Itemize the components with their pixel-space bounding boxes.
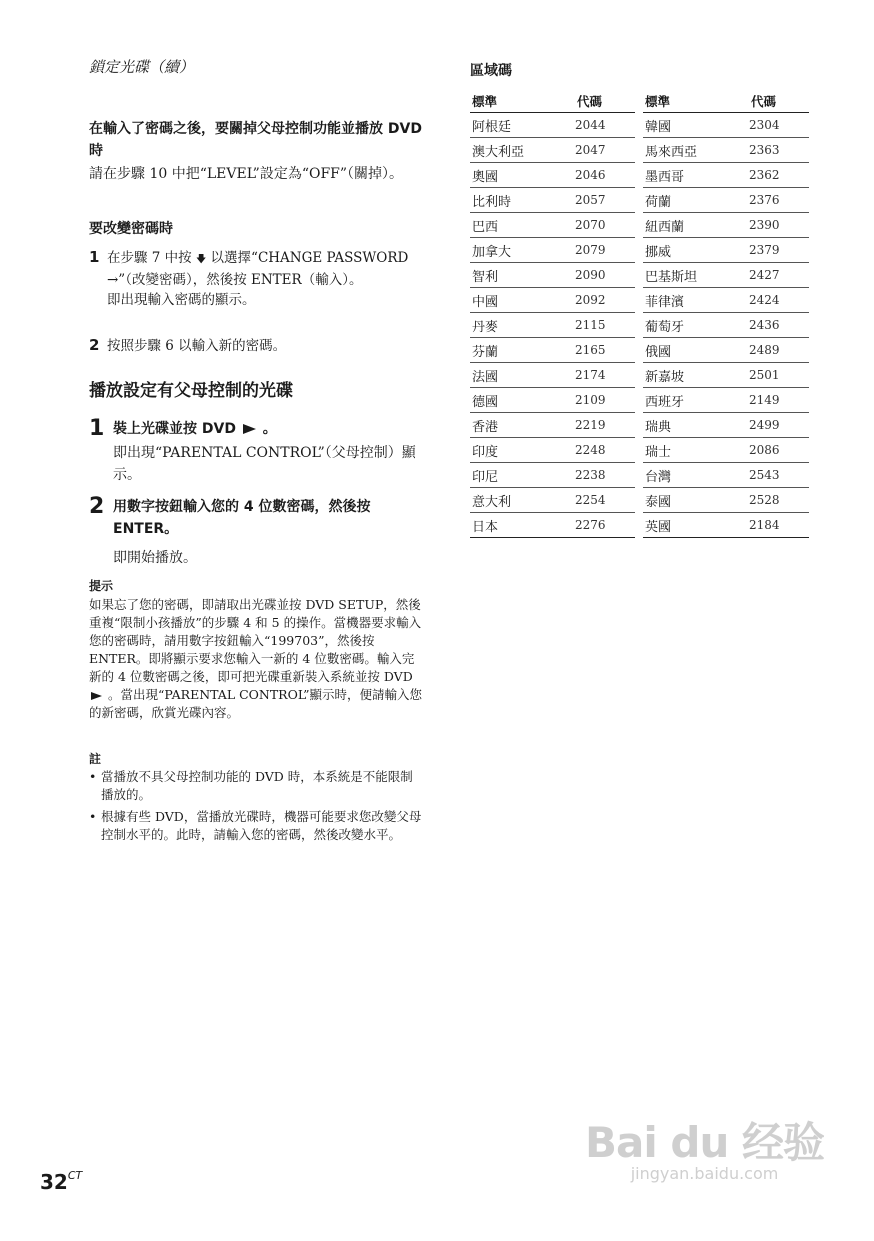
page-number: $32^{CT}$ [40,1169,83,1194]
region-code: 2376 [749,188,809,213]
region-code: 2390 [749,213,809,238]
table-row [470,463,635,488]
disable-heading: 在輸入了密碼之後，要關掉父母控制功能並播放 DVD 時 [89,121,422,159]
table-row [643,288,809,313]
play-icon [243,424,256,434]
note-heading: 註 [89,752,102,766]
table-row [643,263,809,288]
region-name: 比利時 [470,188,575,213]
region-code: 2276 [575,513,635,538]
down-arrow-icon: 🡇 [195,254,207,265]
region-name: 丹麥 [470,313,575,338]
table-row [643,213,809,238]
table-row [643,438,809,463]
region-name: 馬來西亞 [643,138,749,163]
region-code: 2184 [749,513,809,538]
region-name: 葡萄牙 [643,313,749,338]
region-name: 新嘉坡 [643,363,749,388]
table-row [470,113,635,138]
play-step-1: 1 裝上光碟並按 DVD 。 即出現“PARENTAL CONTROL”（父母控制）顯示。 [89,418,424,486]
region-code: 2379 [749,238,809,263]
table-row [470,238,635,263]
watermark-url: jingyan.baidu.com [630,1164,779,1183]
step-result: 即開始播放。 [113,550,197,566]
table-row [470,288,635,313]
region-name: 意大利 [470,488,575,513]
region-code: 2044 [575,113,635,138]
region-code: 2090 [575,263,635,288]
region-name: 芬蘭 [470,338,575,363]
region-code: 2543 [749,463,809,488]
region-name: 印尼 [470,463,575,488]
region-name: 墨西哥 [643,163,749,188]
region-code: 2070 [575,213,635,238]
region-name: 挪威 [643,238,749,263]
region-name: 澳大利亞 [470,138,575,163]
region-name: 瑞士 [643,438,749,463]
change-password-heading: 要改變密碼時 [89,221,173,237]
table-row [470,138,635,163]
table-row [643,313,809,338]
region-table-left [470,90,635,538]
column-header-standard: 標準 [470,90,575,113]
region-code: 2092 [575,288,635,313]
region-name: 阿根廷 [470,113,575,138]
change-step-2: 2 按照步驟 6 以輸入新的密碼。 [89,336,287,354]
region-name: 印度 [470,438,575,463]
note-item: • 根據有些 DVD，當播放光碟時，機器可能要求您改變父母控制水平的。此時，請輸入您的密碼，然後改變水平。 [89,809,422,842]
step-number: 1 [89,416,105,441]
play-icon [91,692,102,700]
step-number: 2 [89,336,100,354]
running-title: 鎖定光碟（續） [89,58,195,76]
region-code: 2363 [749,138,809,163]
region-code: 2436 [749,313,809,338]
region-code: 2057 [575,188,635,213]
note-list [89,768,425,844]
region-name: 紐西蘭 [643,213,749,238]
change-step-1: 1 在步驟 7 中按 🡇 以選擇“CHANGE PASSWORD →”（改變密碼），然後按 ENTER（輸入）。 即出現輸入密碼的顯示。 [89,248,424,310]
region-name: 西班牙 [643,388,749,413]
table-row [643,238,809,263]
column-header-standard: 標準 [643,90,749,113]
table-row [470,338,635,363]
table-row [470,388,635,413]
step-result: 即出現輸入密碼的顯示。 [107,292,256,308]
table-row [643,488,809,513]
table-row [470,313,635,338]
tip-heading: 提示 [89,579,114,593]
table-row [643,138,809,163]
region-code: 2499 [749,413,809,438]
table-row [470,263,635,288]
region-name: 巴西 [470,213,575,238]
region-code: 2046 [575,163,635,188]
region-code: 2304 [749,113,809,138]
region-code: 2501 [749,363,809,388]
region-code: 2149 [749,388,809,413]
region-code: 2109 [575,388,635,413]
region-code: 2047 [575,138,635,163]
step-number: 2 [89,494,105,519]
table-row [470,213,635,238]
table-row [643,338,809,363]
region-name: 荷蘭 [643,188,749,213]
region-name: 奧國 [470,163,575,188]
region-name: 德國 [470,388,575,413]
region-name: 中國 [470,288,575,313]
region-name: 菲律濱 [643,288,749,313]
region-code: 2086 [749,438,809,463]
table-row [643,463,809,488]
region-code: 2362 [749,163,809,188]
region-code: 2427 [749,263,809,288]
region-code-title: 區域碼 [470,63,512,79]
table-row [643,163,809,188]
region-code: 2219 [575,413,635,438]
region-name: 巴基斯坦 [643,263,749,288]
table-row [643,413,809,438]
baidu-watermark [585,1110,824,1183]
table-row [470,188,635,213]
region-code: 2079 [575,238,635,263]
table-row [643,513,809,538]
table-row [643,363,809,388]
region-table-right [643,90,809,538]
disable-body: 請在步驟 10 中把“LEVEL”設定為“OFF”（關掉）。 [89,166,404,182]
region-name: 加拿大 [470,238,575,263]
play-step-2: 2 用數字按鈕輸入您的 4 位數密碼，然後按 ENTER。 即開始播放。 [89,496,424,569]
region-name: 智利 [470,263,575,288]
region-name: 英國 [643,513,749,538]
region-code: 2115 [575,313,635,338]
region-code: 2424 [749,288,809,313]
region-code: 2238 [575,463,635,488]
step-result: 即出現“PARENTAL CONTROL”（父母控制）顯示。 [113,445,416,483]
tip-body: 如果忘了您的密碼，即請取出光碟並按 DVD SETUP，然後重複“限制小孩播放”的步驟 4 和 5 的操作。當機器要求輸入您的密碼時，請用數字按鈕輸入“199703”，然後按 ENTER。即將顯示要求您輸入一新的 4 位數密碼。輸入完新的 4 位數密碼之後，即可把光碟重新裝入系統並按 DVD 。當出現“PARENTAL CONTROL”顯示時，便請輸入您的新密碼，欣賞光碟內容。 [89,597,423,720]
region-code: 2528 [749,488,809,513]
note-item: • 當播放不具父母控制功能的 DVD 時，本系統是不能限制播放的。 [89,769,413,802]
region-name: 香港 [470,413,575,438]
region-name: 瑞典 [643,413,749,438]
table-row [470,363,635,388]
region-code: 2248 [575,438,635,463]
play-section-title: 播放設定有父母控制的光碟 [89,381,293,401]
table-row [470,438,635,463]
table-row [470,488,635,513]
region-name: 俄國 [643,338,749,363]
region-code: 2174 [575,363,635,388]
region-name: 台灣 [643,463,749,488]
region-name: 泰國 [643,488,749,513]
region-code: 2165 [575,338,635,363]
table-row [470,413,635,438]
table-row [470,163,635,188]
region-name: 韓國 [643,113,749,138]
table-row [470,513,635,538]
region-code: 2254 [575,488,635,513]
table-row [643,388,809,413]
region-name: 日本 [470,513,575,538]
step-number: 1 [89,248,100,266]
column-header-code: 代碼 [575,90,635,113]
table-row [643,113,809,138]
table-row [643,188,809,213]
region-name: 法國 [470,363,575,388]
watermark-logo: Bai du 经验 [585,1118,824,1167]
column-header-code: 代碼 [749,90,809,113]
region-code: 2489 [749,338,809,363]
